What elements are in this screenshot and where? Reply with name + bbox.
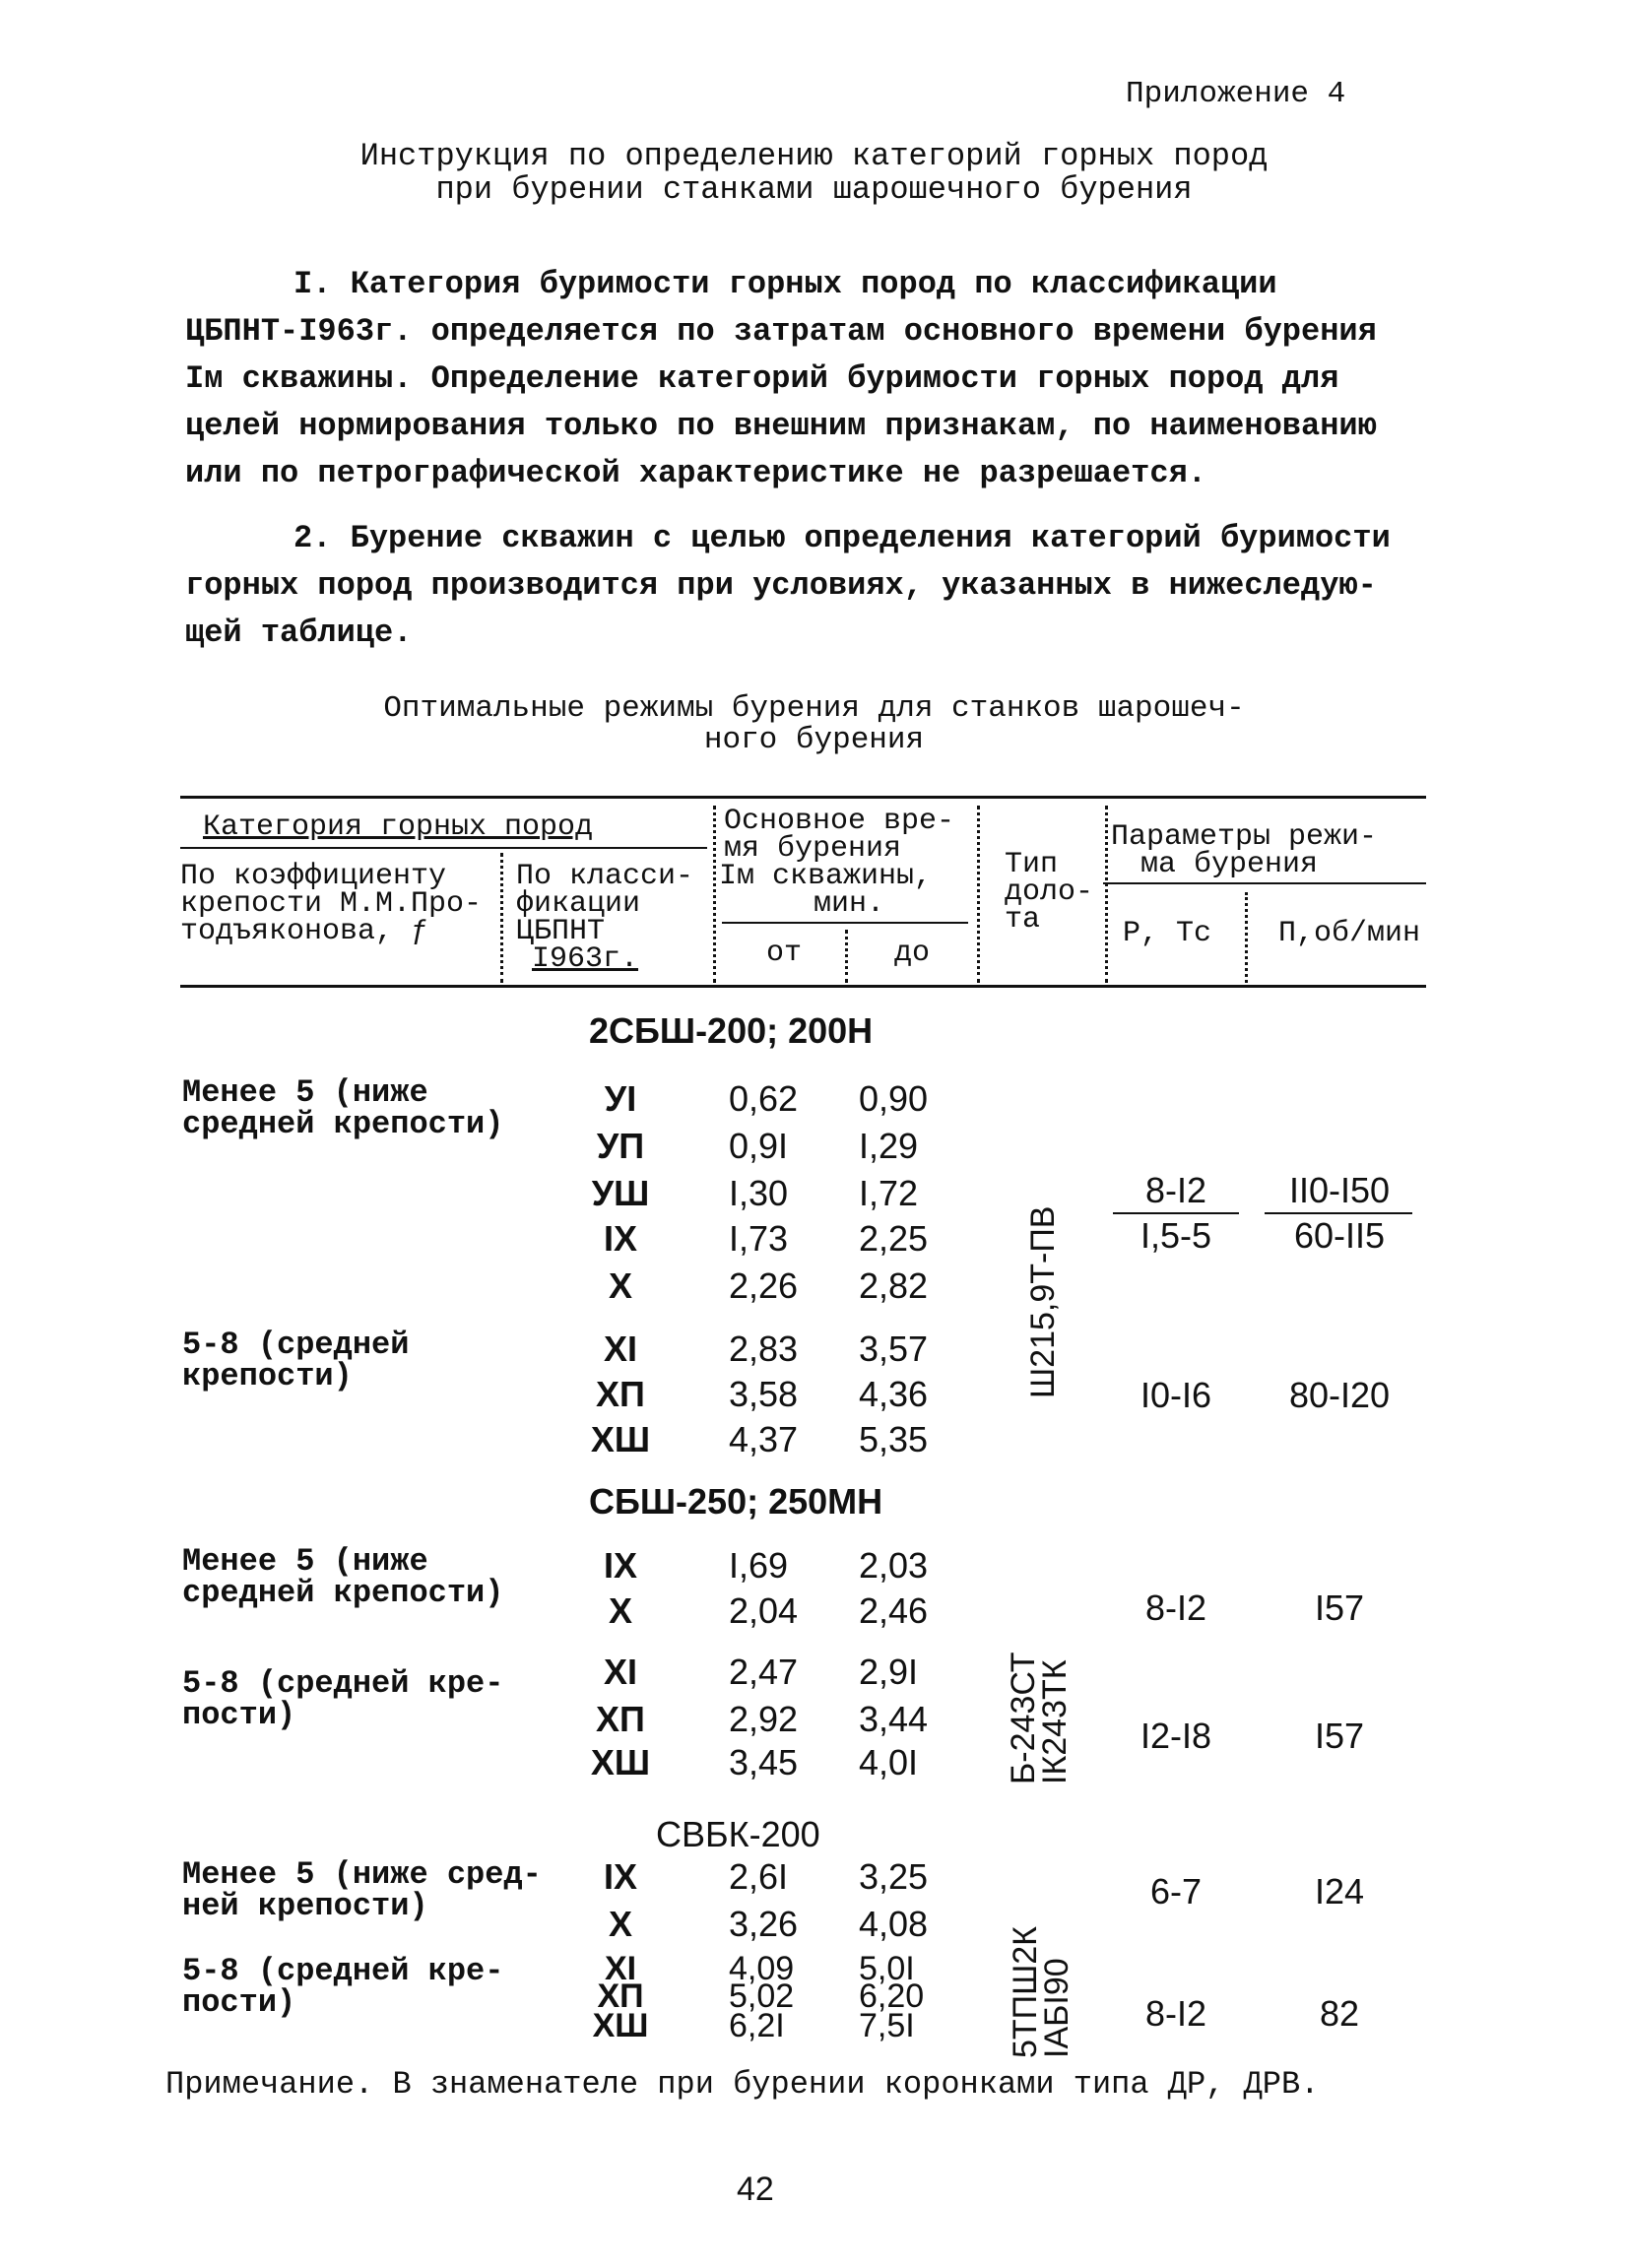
group-1-row-6-time-to: 3,57 (859, 1328, 929, 1369)
group-2-row-3-class: XI (603, 1652, 637, 1692)
group-1-p-value-2: I0-I6 (1140, 1375, 1212, 1415)
group-2-machine: СБШ-250; 250МН (589, 1481, 883, 1522)
group-3-row-4-class: XП (597, 1977, 644, 2015)
header-by-class-2: фикации (516, 887, 641, 921)
group-3-row-4-time-to: 6,20 (859, 1977, 925, 2015)
group-1-category-1-line-2: средней крепости) (182, 1106, 504, 1142)
paragraph-1-line-5: или по петрографической характеристике не разрешается. (185, 455, 1206, 491)
group-2-n-value-2: I57 (1314, 1716, 1365, 1756)
group-2-row-2-time-to: 2,46 (859, 1590, 929, 1631)
group-2-category-1-line-2: средней крепости) (182, 1575, 504, 1611)
group-3-n-value-2: 82 (1319, 1993, 1360, 2034)
header-by-class-4: I963г. (532, 942, 639, 976)
group-1-row-8-time-to: 5,35 (859, 1419, 929, 1459)
group-3-row-1-class: IX (603, 1856, 637, 1897)
group-3-n-value-1: I24 (1314, 1871, 1365, 1912)
group-2-row-5-class: XШ (590, 1742, 651, 1782)
group-1-row-7-class: XП (596, 1374, 645, 1414)
header-to: до (894, 937, 931, 970)
group-1-row-5-class: X (608, 1265, 632, 1306)
paragraph-1-line-2: ЦБПНТ-I963г. определяется по затратам основного времени бурения (185, 313, 1377, 350)
group-1-row-5-time-from: 2,26 (729, 1265, 799, 1306)
group-2-category-1-line-1: Менее 5 (ниже (182, 1543, 428, 1580)
group-3-row-2-time-to: 4,08 (859, 1904, 929, 1944)
group-1-p-denominator: I,5-5 (1140, 1215, 1212, 1256)
group-1-p-fraction-line (1113, 1212, 1239, 1214)
table-title-line-1: Оптимальные режимы бурения для станков шарошеч- (383, 691, 1245, 726)
header-params-2: ма бурения (1140, 848, 1319, 881)
group-2-row-1-time-from: I,69 (729, 1545, 789, 1586)
table-top-rule (180, 796, 1426, 799)
group-3-p-value-2: 8-I2 (1144, 1993, 1207, 2034)
group-3-row-3-time-from: 4,09 (729, 1950, 795, 1987)
group-1-n-numerator: II0-I50 (1288, 1170, 1391, 1210)
group-3-bit-type-2: IАБI90 (1038, 1958, 1075, 2058)
header-params-rule (1103, 882, 1426, 884)
group-2-row-4-time-to: 3,44 (859, 1699, 929, 1739)
header-by-coef-3: тодъяконова, ƒ (180, 915, 429, 948)
header-bit-1: Тип (1005, 848, 1059, 881)
group-2-n-value-1: I57 (1314, 1588, 1365, 1628)
paragraph-1-line-4: целей нормирования только по внешним признакам, по наименованию (185, 408, 1377, 444)
header-category: Категория горных пород (203, 810, 594, 844)
group-2-row-5-time-from: 3,45 (729, 1742, 799, 1782)
group-1-row-2-time-to: I,29 (859, 1126, 919, 1166)
page-number: 42 (737, 2171, 774, 2208)
col-sep-1 (500, 853, 503, 983)
group-1-category-2-line-2: крепости) (182, 1358, 353, 1394)
group-1-row-8-time-from: 4,37 (729, 1419, 799, 1459)
group-3-row-2-class: X (608, 1904, 632, 1944)
group-1-p-numerator: 8-I2 (1144, 1170, 1207, 1210)
group-1-row-5-time-to: 2,82 (859, 1265, 929, 1306)
header-time-rule (722, 922, 968, 924)
header-time-3: Iм скважины, (719, 860, 933, 893)
group-2-bit-type-1: Б-243СТ (1005, 1652, 1042, 1784)
group-1-row-1-time-from: 0,62 (729, 1078, 799, 1119)
group-1-row-8-class: XШ (590, 1419, 651, 1459)
header-p: Р, Тс (1123, 917, 1212, 950)
group-3-machine: СВБК-200 (656, 1814, 820, 1854)
group-3-category-2-line-2: пости) (182, 1984, 296, 2021)
col-sep-4 (977, 806, 980, 983)
group-1-row-7-time-to: 4,36 (859, 1374, 929, 1414)
header-bit-2: доло- (1005, 875, 1094, 909)
group-3-row-2-time-from: 3,26 (729, 1904, 799, 1944)
group-2-row-2-class: X (608, 1590, 632, 1631)
group-1-row-4-class: IX (603, 1218, 637, 1259)
group-2-row-2-time-from: 2,04 (729, 1590, 799, 1631)
group-1-machine: 2СБШ-200; 200Н (589, 1010, 874, 1051)
group-3-category-2-line-1: 5-8 (средней кре- (182, 1953, 504, 1989)
group-2-row-3-time-from: 2,47 (729, 1652, 799, 1692)
header-n: П,об/мин (1278, 917, 1421, 950)
group-1-row-1-class: УI (604, 1078, 637, 1119)
group-1-n-fraction-line (1265, 1212, 1412, 1214)
table-header-bottom-rule (180, 985, 1426, 988)
paragraph-1-line-3: Iм скважины. Определение категорий буримости горных пород для (185, 360, 1339, 397)
col-sep-3 (845, 930, 848, 983)
group-3-row-5-time-to: 7,5I (859, 2007, 915, 2044)
group-2-bit-type-2: IК243ТК (1036, 1659, 1074, 1784)
table-title-line-2: ного бурения (703, 723, 925, 757)
doc-title-line-2: при бурении станками шарошечного бурения (435, 171, 1193, 208)
header-time-1: Основное вре- (724, 805, 955, 838)
header-by-class-1: По класси- (516, 860, 694, 893)
group-1-row-1-time-to: 0,90 (859, 1078, 929, 1119)
group-3-category-1-line-2: ней крепости) (182, 1888, 428, 1924)
group-2-row-4-class: XП (596, 1699, 645, 1739)
group-1-row-3-time-from: I,30 (729, 1173, 789, 1213)
group-2-p-value-2: I2-I8 (1140, 1716, 1212, 1756)
header-time-4: мин. (814, 887, 885, 921)
group-3-category-1-line-1: Менее 5 (ниже сред- (182, 1856, 542, 1893)
header-from: от (766, 937, 803, 970)
group-3-row-4-time-from: 5,02 (729, 1977, 795, 2015)
group-1-bit-type: Ш215,9Т-ПВ (1024, 1205, 1062, 1398)
group-2-p-value-1: 8-I2 (1144, 1588, 1207, 1628)
header-time-2: мя бурения (724, 832, 902, 866)
header-category-rule (180, 847, 707, 849)
group-1-category-1-line-1: Менее 5 (ниже (182, 1074, 428, 1111)
paragraph-1-line-1: I. Категория буримости горных пород по классификации (293, 266, 1277, 302)
group-2-row-5-time-to: 4,0I (859, 1742, 919, 1782)
group-3-row-1-time-to: 3,25 (859, 1856, 929, 1897)
col-sep-2 (713, 806, 716, 983)
group-3-row-5-time-from: 6,2I (729, 2007, 785, 2044)
group-3-row-1-time-from: 2,6I (729, 1856, 789, 1897)
header-by-class-3: ЦБПНТ (516, 915, 606, 948)
paragraph-2-line-2: горных пород производится при условиях, указанных в нижеследую- (185, 567, 1377, 604)
group-1-row-3-time-to: I,72 (859, 1173, 919, 1213)
group-1-n-denominator: 60-II5 (1293, 1215, 1386, 1256)
table-note: Примечание. В знаменателе при бурении коронками типа ДР, ДРВ. (165, 2066, 1320, 2103)
col-sep-6 (1245, 892, 1248, 983)
doc-title-line-1: Инструкция по определению категорий горных пород (359, 138, 1269, 174)
group-2-category-2-line-2: пости) (182, 1697, 296, 1733)
group-1-row-7-time-from: 3,58 (729, 1374, 799, 1414)
group-2-category-2-line-1: 5-8 (средней кре- (182, 1665, 504, 1702)
header-by-coef-2: крепости М.М.Про- (180, 887, 483, 921)
group-3-p-value-1: 6-7 (1149, 1871, 1203, 1912)
paragraph-2-line-1: 2. Бурение скважин с целью определения категорий буримости (293, 520, 1391, 556)
group-3-row-3-time-to: 5,0I (859, 1950, 915, 1987)
group-1-row-2-time-from: 0,9I (729, 1126, 789, 1166)
group-1-n-value-2: 80-I20 (1288, 1375, 1391, 1415)
group-3-bit-type-1: 5ТПШ2К (1007, 1926, 1044, 2058)
group-1-row-4-time-to: 2,25 (859, 1218, 929, 1259)
group-3-row-3-class: XI (604, 1950, 637, 1987)
header-by-coef-1: По коэффициенту (180, 860, 447, 893)
header-bit-3: та (1005, 903, 1041, 937)
appendix-label: Приложение 4 (1126, 77, 1346, 111)
group-1-row-3-class: УШ (591, 1173, 650, 1213)
group-2-row-1-time-to: 2,03 (859, 1545, 929, 1586)
group-2-row-1-class: IX (603, 1545, 637, 1586)
group-3-row-5-class: XШ (592, 2007, 649, 2044)
header-params-1: Параметры режи- (1111, 820, 1378, 854)
group-2-row-3-time-to: 2,9I (859, 1652, 919, 1692)
group-2-row-4-time-from: 2,92 (729, 1699, 799, 1739)
group-1-row-4-time-from: I,73 (729, 1218, 789, 1259)
col-sep-5 (1105, 806, 1108, 983)
group-1-row-6-time-from: 2,83 (729, 1328, 799, 1369)
group-1-row-2-class: УП (596, 1126, 645, 1166)
paragraph-2-line-3: щей таблице. (185, 615, 413, 651)
group-1-row-6-class: XI (603, 1328, 637, 1369)
group-1-category-2-line-1: 5-8 (средней (182, 1327, 410, 1363)
